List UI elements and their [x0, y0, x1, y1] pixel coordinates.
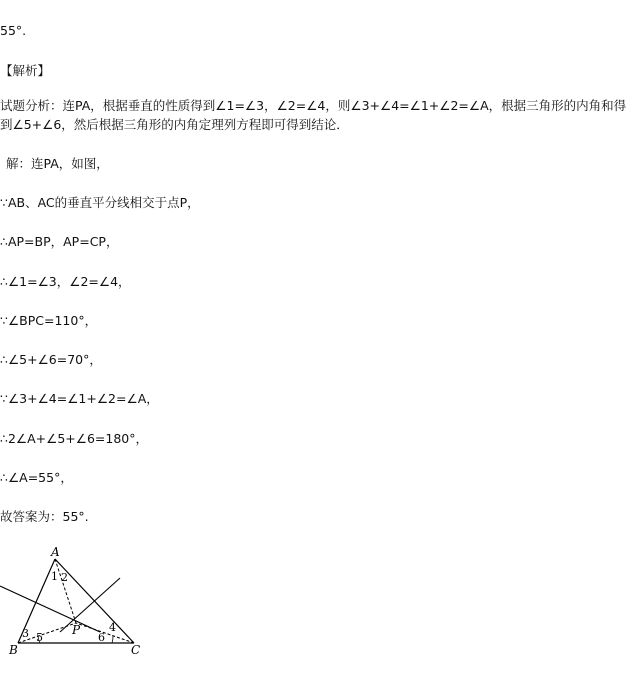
segment-pa: [55, 559, 76, 623]
solution-intro: 解：连PA，如图，: [6, 156, 109, 171]
section-heading: 【解析】: [0, 63, 51, 78]
angle-label-2: 2: [61, 571, 68, 584]
step-line: ∴∠5+∠6=70°，: [0, 352, 102, 367]
angle-label-6: 6: [98, 631, 105, 644]
angle-arc-6: [112, 636, 113, 643]
vertex-label-a: A: [51, 546, 60, 559]
step-line: ∴∠A=55°，: [0, 470, 73, 485]
vertex-label-b: B: [9, 643, 18, 657]
angle-label-3: 3: [22, 627, 29, 640]
step-line: ∵AB、AC的垂直平分线相交于点P，: [0, 195, 200, 210]
angle-label-5: 5: [36, 631, 43, 644]
step-line: ∴∠1=∠3，∠2=∠4，: [0, 274, 131, 289]
step-line: ∴2∠A+∠5+∠6=180°，: [0, 431, 149, 446]
vertex-label-p: P: [72, 623, 81, 637]
step-line: ∵∠3+∠4=∠1+∠2=∠A，: [0, 391, 159, 406]
triangle-figure: [0, 546, 160, 661]
angle-label-1: 1: [51, 570, 58, 583]
angle-label-4: 4: [109, 621, 116, 634]
vertex-label-c: C: [131, 643, 141, 657]
analysis-paragraph: 试题分析：连PA，根据垂直的性质得到∠1=∠3，∠2=∠4，则∠3+∠4=∠1+∠2=∠A，根据三角形的内角和得到∠5+∠6，然后根据三角形的内角定理列方程即可得到结论．: [0, 98, 627, 132]
step-line: ∵∠BPC=110°，: [0, 313, 98, 328]
answer-line: 55°.: [0, 23, 27, 38]
step-line: ∴AP=BP，AP=CP，: [0, 234, 119, 249]
conclusion-line: 故答案为：55°.: [0, 509, 89, 524]
